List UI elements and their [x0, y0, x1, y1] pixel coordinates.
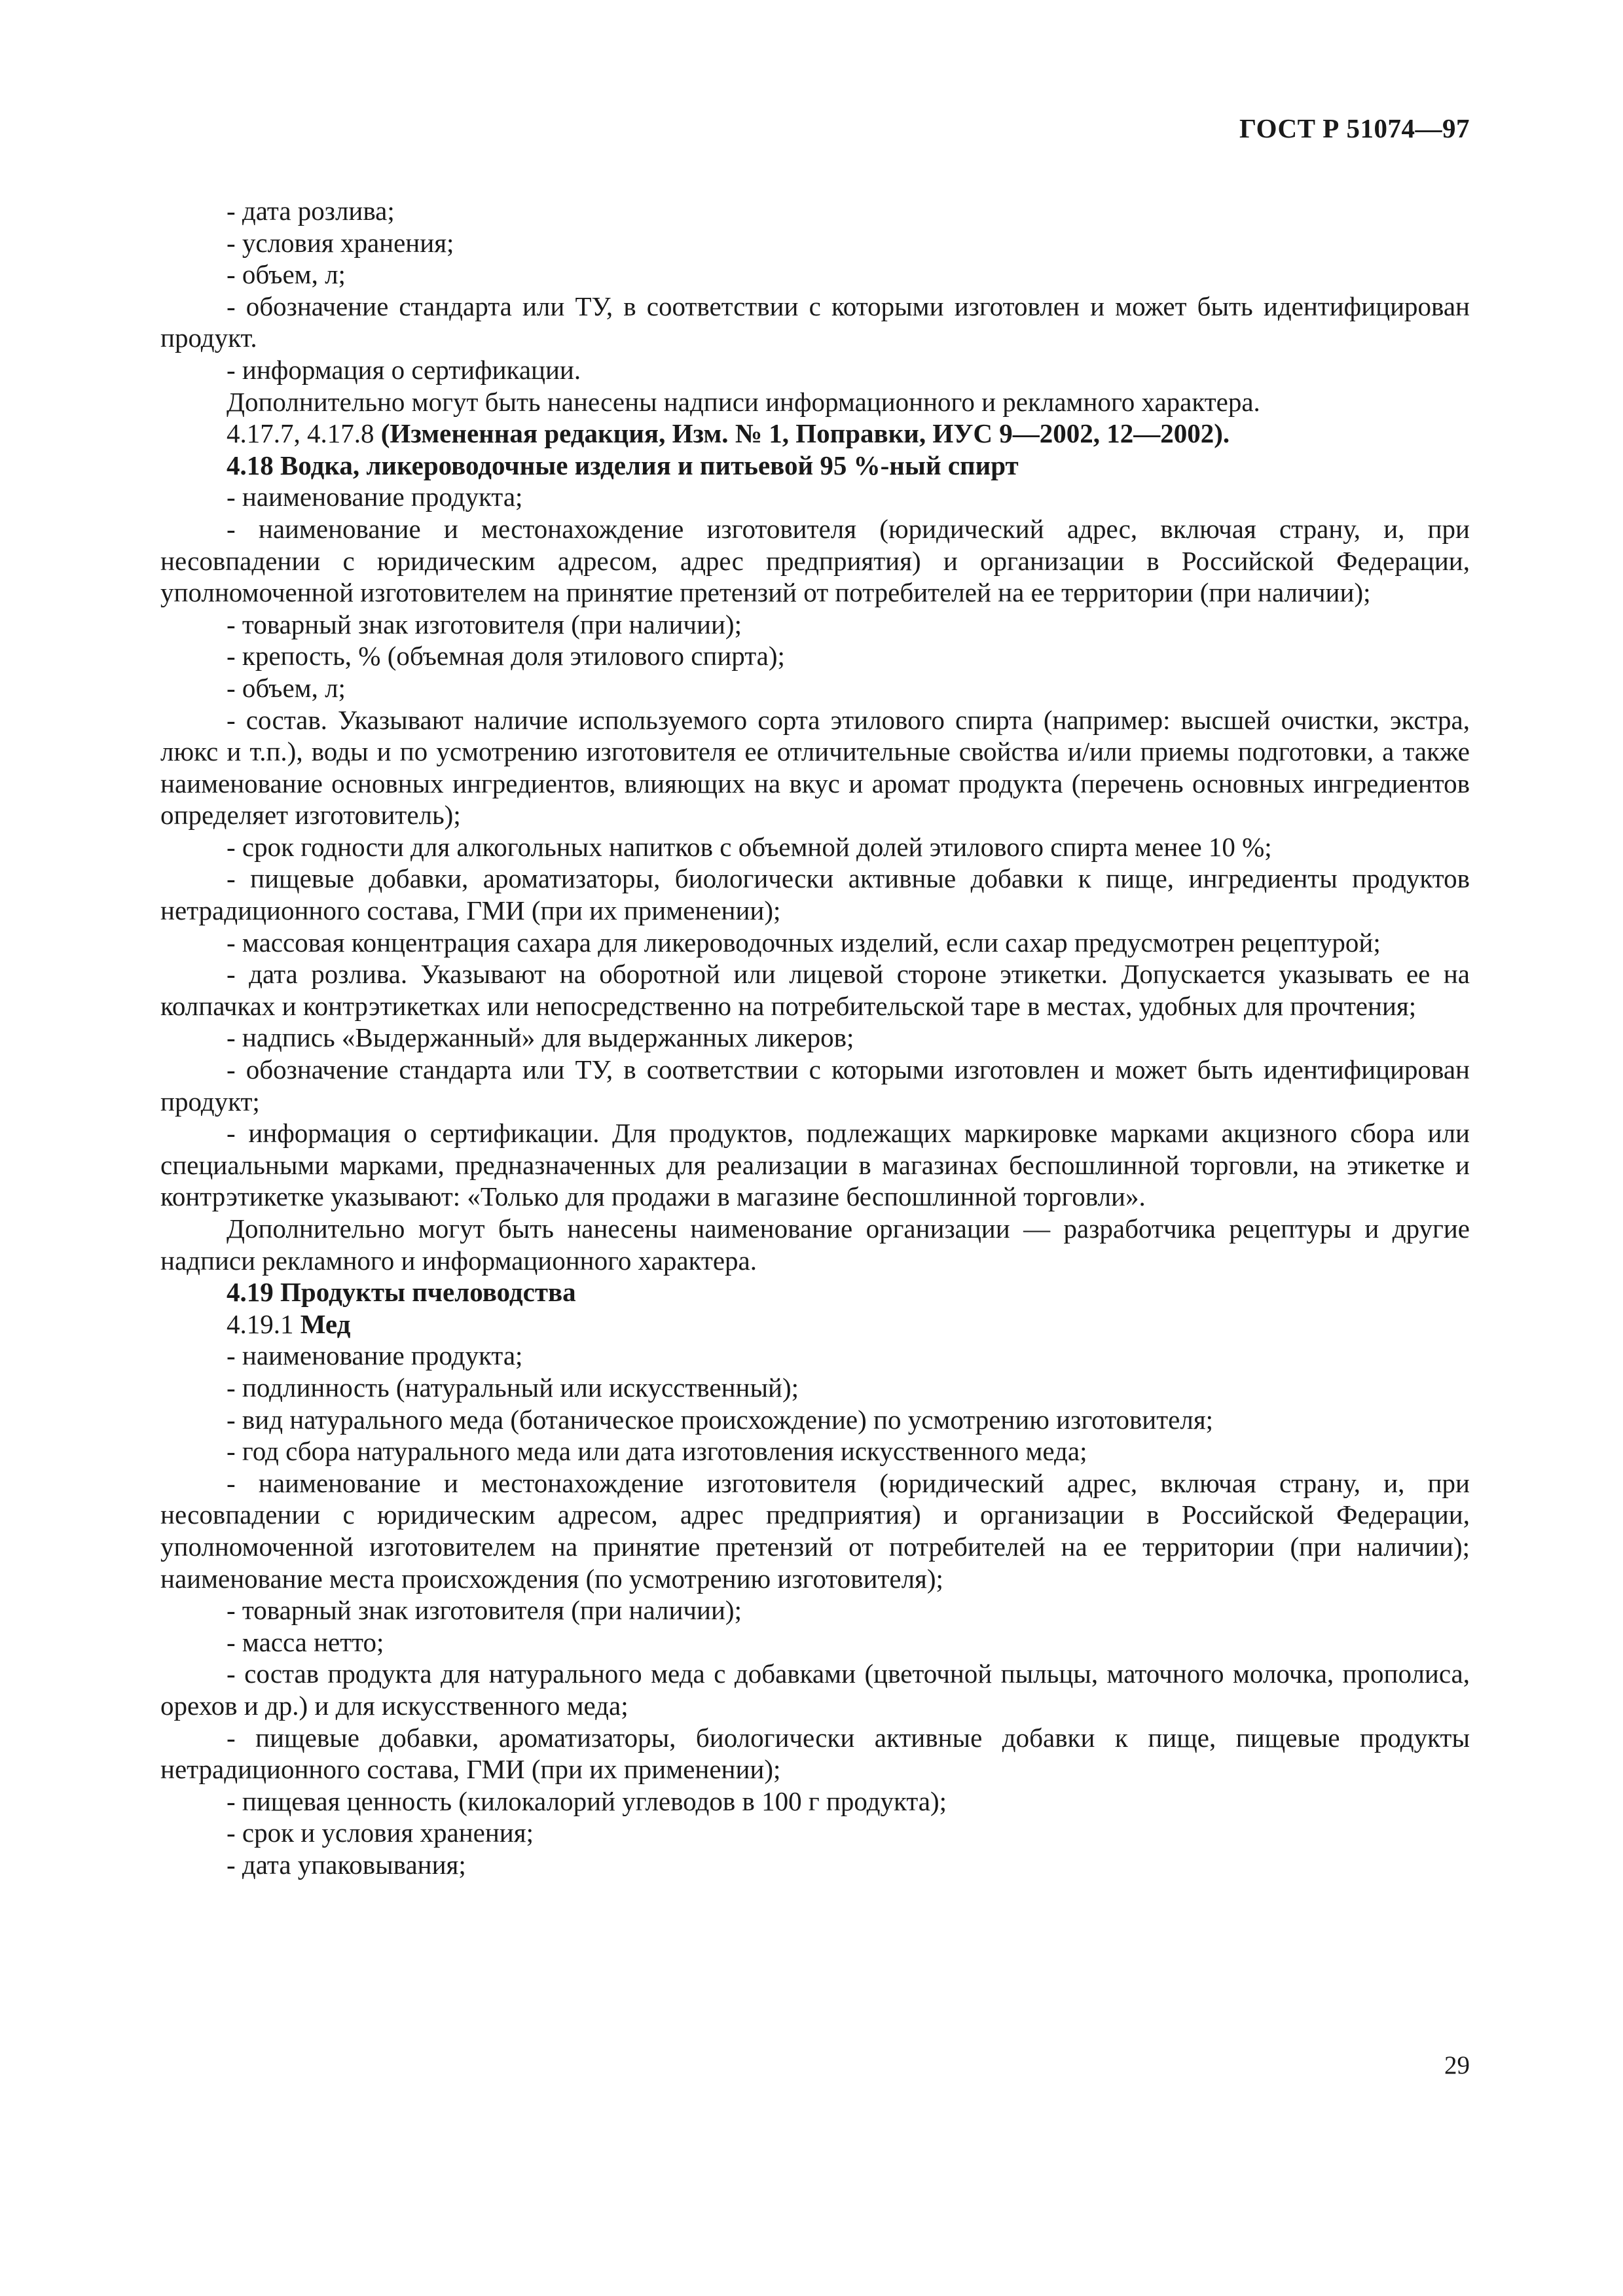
- list-item: - надпись «Выдержанный» для выдержанных ликеров;: [227, 1022, 854, 1053]
- section-heading-4-19: 4.19 Продукты пчеловодства: [227, 1277, 576, 1308]
- list-item: - состав. Указывают наличие используемого сорта этилового спирта (например: высшей очистки, экстра, люкс и т.п.), воды и по усмотрению изготовителя ее отличительные свойства и/или приемы подготовки, а также наименование основных ингредиентов, влияющих на вкус и аромат продукта (перечень основных ингредиентов определяет изготовитель);: [160, 704, 1470, 831]
- paragraph: Дополнительно могут быть нанесены наименование организации — разработчика рецептуры и другие надписи рекламного и информационного характера.: [160, 1213, 1470, 1276]
- page-number: 29: [1444, 2051, 1470, 2079]
- amendment-prefix: 4.17.7, 4.17.8: [227, 418, 381, 449]
- list-item: - дата упаковывания;: [227, 1849, 466, 1880]
- list-item: - массовая концентрация сахара для ликероводочных изделий, если сахар предусмотрен рецептурой;: [227, 927, 1381, 958]
- list-item: - вид натурального меда (ботаническое происхождение) по усмотрению изготовителя;: [227, 1404, 1214, 1435]
- list-item: - объем, л;: [227, 259, 346, 290]
- subsection-number: 4.19.1: [227, 1308, 301, 1339]
- amendment-text: (Измененная редакция, Изм. № 1, Поправки, ИУС 9—2002, 12—2002).: [380, 418, 1230, 449]
- list-item: - информация о сертификации.: [227, 354, 581, 385]
- list-item: - обозначение стандарта или ТУ, в соответствии с которыми изготовлен и может быть идентифицирован продукт;: [160, 1054, 1470, 1117]
- list-item: - условия хранения;: [227, 227, 454, 258]
- list-item: - наименование продукта;: [227, 482, 523, 512]
- list-item: - дата розлива;: [227, 196, 395, 226]
- subsection-heading-4-19-1: [160, 1308, 1470, 1340]
- list-item: - подлинность (натуральный или искусственный);: [227, 1372, 799, 1403]
- amendment-note: [160, 418, 1470, 450]
- list-item: - пищевые добавки, ароматизаторы, биологически активные добавки к пище, ингредиенты продуктов нетрадиционного состава, ГМИ (при их применении);: [160, 863, 1470, 926]
- list-item: - пищевые добавки, ароматизаторы, биологически активные добавки к пище, пищевые продукты нетрадиционного состава, ГМИ (при их применении);: [160, 1722, 1470, 1785]
- list-item: - наименование продукта;: [227, 1340, 523, 1371]
- list-item: - состав продукта для натурального меда с добавками (цветочной пыльцы, маточного молочка, прополиса, орехов и др.) и для искусственного меда;: [160, 1659, 1470, 1721]
- document-header: ГОСТ Р 51074—97: [1239, 113, 1470, 143]
- list-item: - товарный знак изготовителя (при наличии);: [227, 609, 742, 639]
- list-item: - наименование и местонахождение изготовителя (юридический адрес, включая страну, и, при несовпадении с юридическим адресом, адрес предприятия) и организации в Российской Федерации, уполномоченной изготовителем на принятие претензий от потребителей на ее территории (при наличии);: [160, 513, 1470, 608]
- section-heading-4-18: 4.18 Водка, ликероводочные изделия и питьевой 95 %-ный спирт: [227, 450, 1019, 480]
- list-item: - обозначение стандарта или ТУ, в соответствии с которыми изготовлен и может быть идентифицирован продукт.: [160, 291, 1470, 353]
- list-item: - масса нетто;: [227, 1626, 384, 1657]
- list-item: - год сбора натурального меда или дата изготовления искусственного меда;: [227, 1436, 1087, 1467]
- list-item: - информация о сертификации. Для продуктов, подлежащих маркировке марками акцизного сбора или специальными марками, предназначенных для реализации в магазинах беспошлинной торговли, на этикетке и контрэтикетке указывают: «Только для продажи в магазине беспошлинной торговли».: [160, 1118, 1470, 1212]
- paragraph: Дополнительно могут быть нанесены надписи информационного и рекламного характера.: [227, 386, 1260, 417]
- list-item: - крепость, % (объемная доля этилового спирта);: [227, 641, 785, 672]
- list-item: - дата розлива. Указывают на оборотной или лицевой стороне этикетки. Допускается указывать ее на колпачках и контрэтикетках или непосредственно на потребительской таре в местах, удобных для прочтения;: [160, 959, 1470, 1021]
- list-item: - срок и условия хранения;: [227, 1818, 534, 1848]
- list-item: - наименование и местонахождение изготовителя (юридический адрес, включая страну, и, при несовпадении с юридическим адресом, адрес предприятия) и организации в Российской Федерации, уполномоченной изготовителем на принятие претензий от потребителей на ее территории (при наличии); наименование места происхождения (по усмотрению изготовителя);: [160, 1467, 1470, 1594]
- document-body: [160, 195, 1470, 1880]
- subsection-title: Мед: [300, 1308, 351, 1339]
- list-item: - товарный знак изготовителя (при наличии);: [227, 1595, 742, 1626]
- list-item: - объем, л;: [227, 672, 346, 703]
- list-item: - срок годности для алкогольных напитков с объемной долей этилового спирта менее 10 %;: [227, 831, 1272, 862]
- list-item: - пищевая ценность (килокалорий углеводов в 100 г продукта);: [227, 1785, 947, 1816]
